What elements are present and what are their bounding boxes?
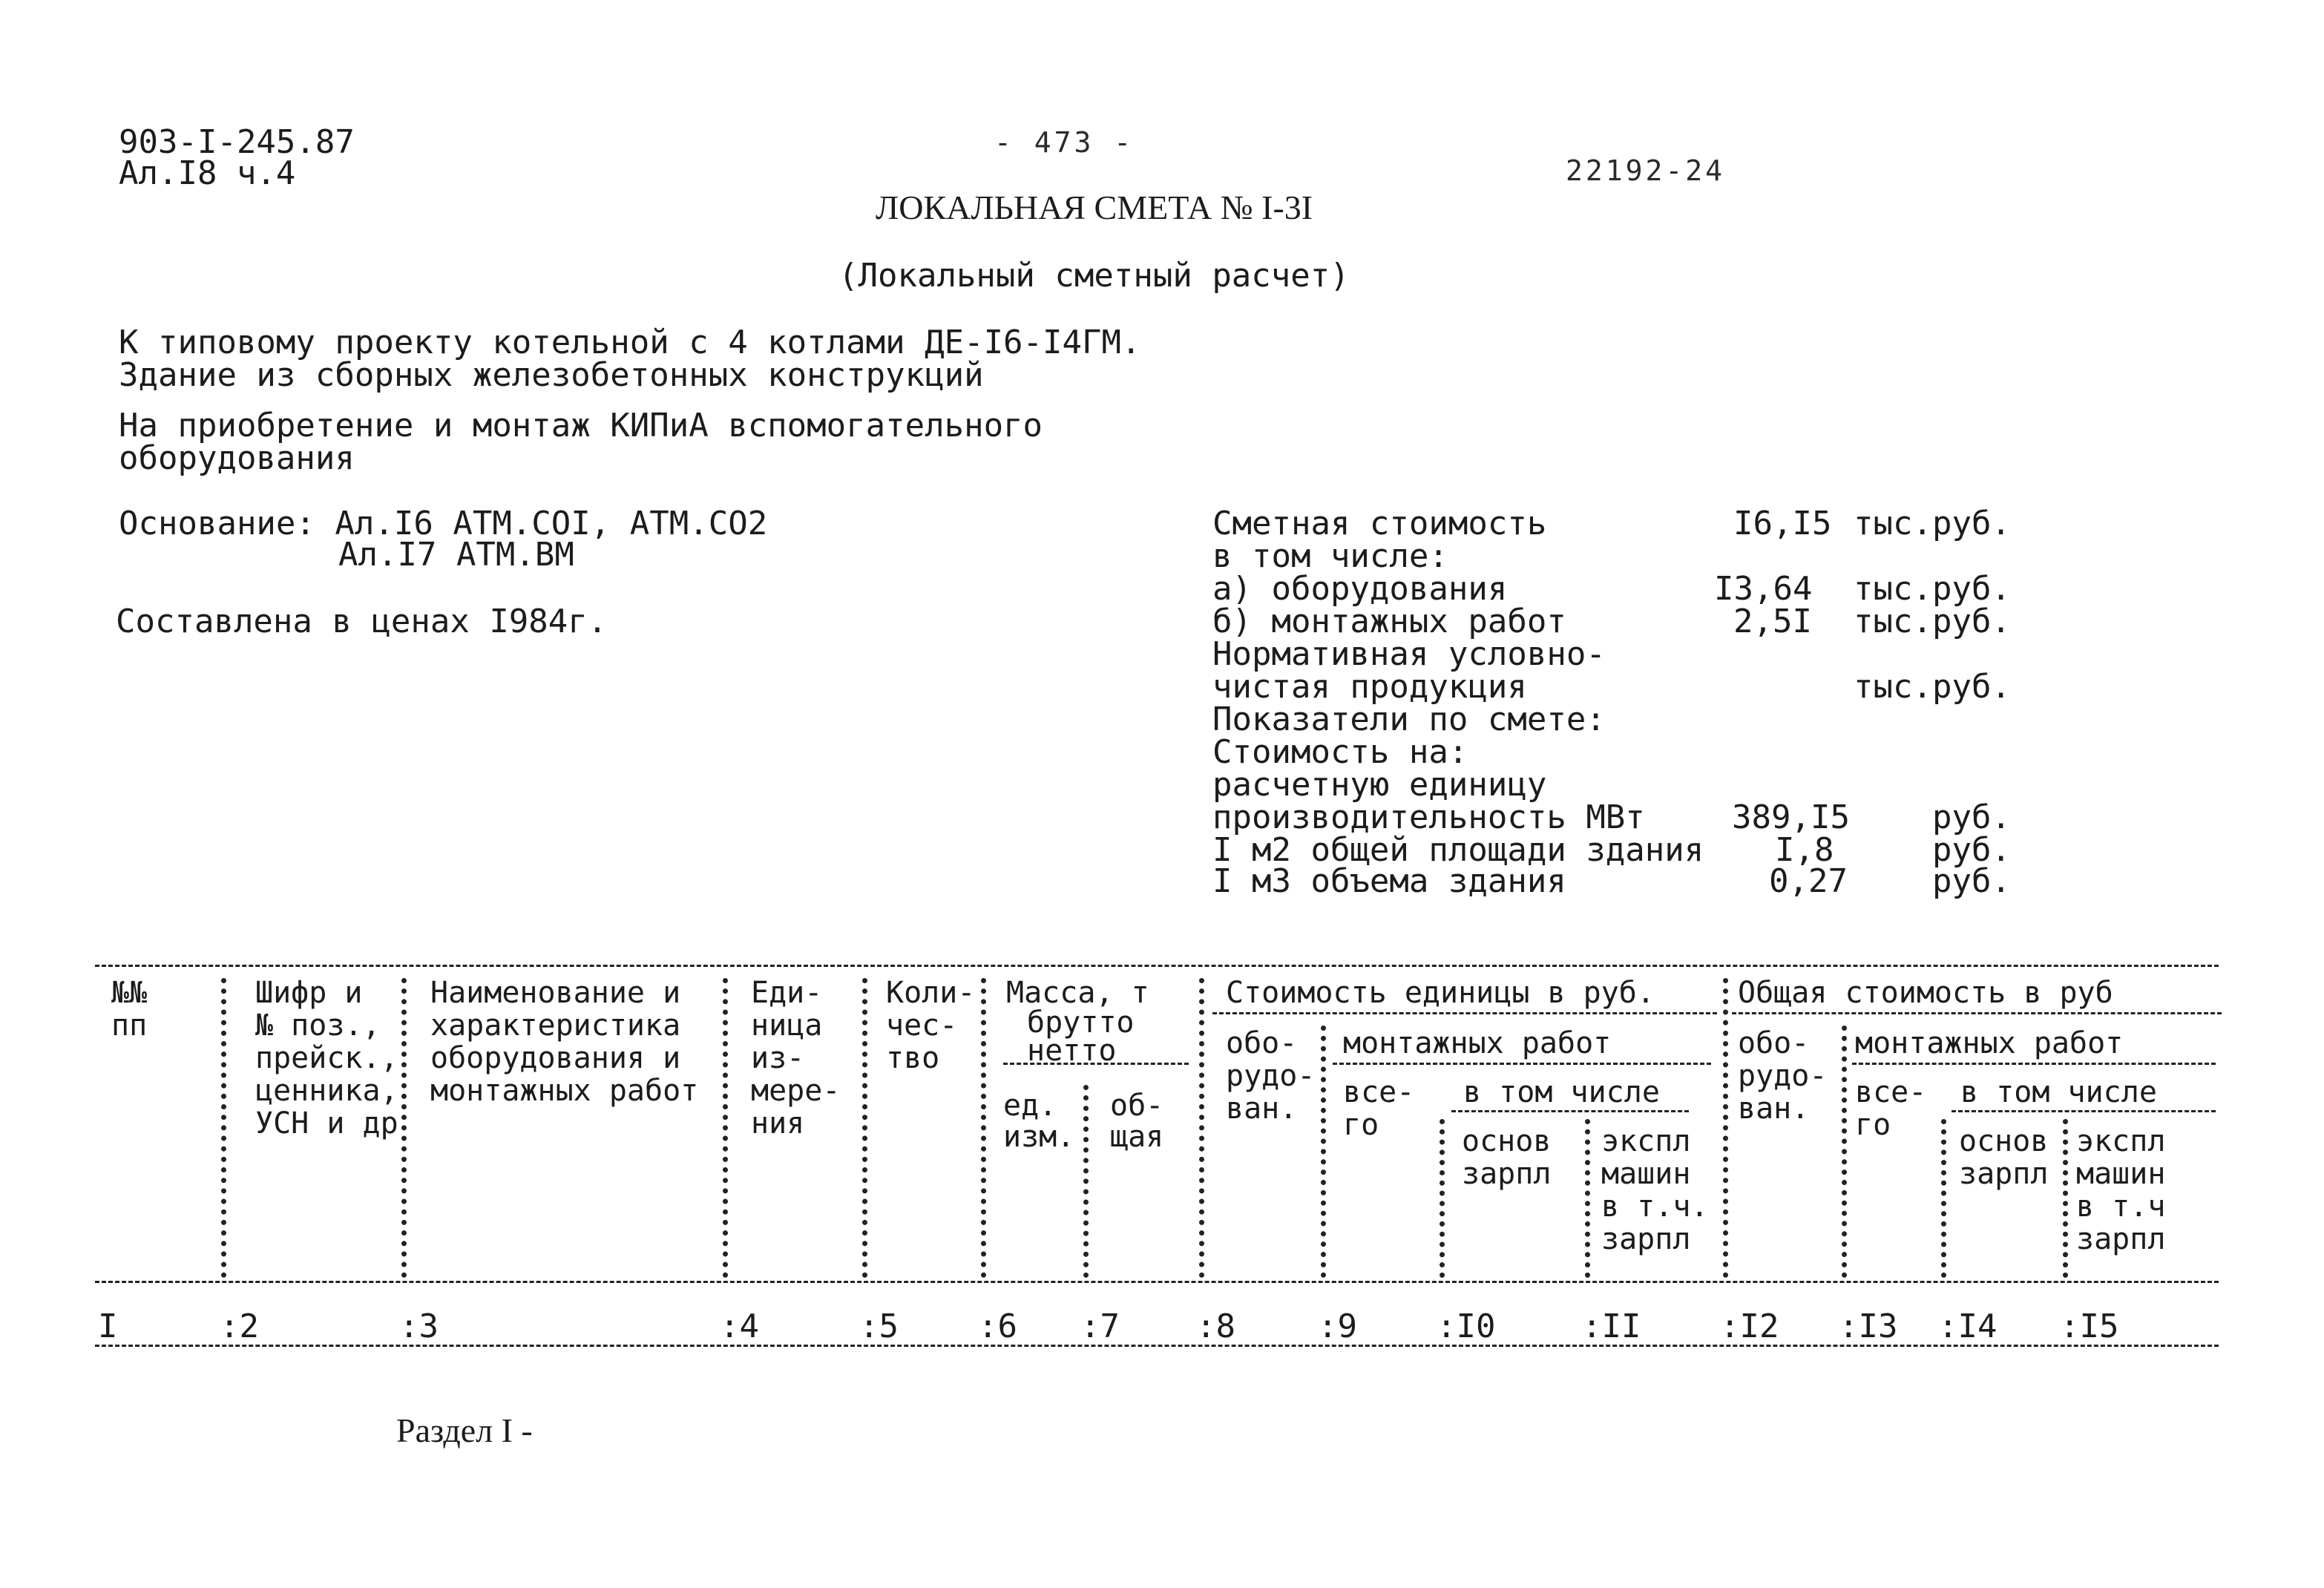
summary-label: I м3 объема здания — [1212, 862, 1566, 900]
column-separator — [1199, 978, 1204, 1278]
purpose-line-1: На приобретение и монтаж КИПиА вспомогательного — [119, 407, 1043, 444]
column-number: :II — [1582, 1308, 1641, 1345]
price-basis: Составлена в ценах I984г. — [116, 603, 608, 640]
col-header-total-2: го — [1855, 1108, 1891, 1142]
col-header-machines-2: зарпл — [2076, 1222, 2166, 1256]
col-header-unit: ния — [751, 1106, 805, 1141]
column-number: :I5 — [2060, 1308, 2119, 1345]
column-number: :7 — [1080, 1308, 1120, 1345]
column-separator — [1723, 978, 1728, 1278]
column-number: :3 — [399, 1308, 439, 1345]
col-header-unit: из- — [751, 1041, 805, 1075]
col-header-quantity: чес- — [886, 1008, 958, 1043]
summary-unit: руб. — [1932, 831, 2011, 869]
summary-unit: тыс.руб. — [1854, 603, 2011, 640]
doc-code: 903-I-245.87 — [119, 123, 355, 161]
incl-underline-2 — [1952, 1110, 2216, 1112]
col-header-machines: зарпл — [1601, 1222, 1691, 1256]
column-separator — [1842, 1026, 1847, 1278]
summary-label: расчетную единицу — [1212, 766, 1547, 804]
col-header-mass-unit: изм. — [1003, 1120, 1075, 1154]
col-header-mass-unit: ед. — [1003, 1089, 1057, 1123]
summary-label: I м2 общей площади здания — [1212, 831, 1704, 869]
col-header-code: УСН и др — [255, 1106, 398, 1141]
mount-underline — [1333, 1063, 1711, 1065]
col-header-mass-total: об- — [1110, 1089, 1164, 1123]
summary-label: б) монтажных работ — [1212, 603, 1566, 640]
sheet-code: 22192-24 — [1566, 154, 1726, 187]
summary-label: Нормативная условно- — [1212, 635, 1606, 673]
col-header-code: Шифр и — [255, 976, 363, 1010]
summary-unit: руб. — [1932, 862, 2011, 900]
col-header-including-2: в том числе — [1960, 1075, 2157, 1109]
col-header-machines-2: экспл — [2076, 1124, 2166, 1158]
column-separator — [723, 978, 728, 1278]
summary-value: 0,27 — [1769, 862, 1848, 900]
basis-line-2: Ал.I7 АТМ.ВМ — [338, 536, 574, 574]
summary-label: Сметная стоимость — [1212, 505, 1547, 542]
col-header-code: ценника, — [255, 1074, 398, 1108]
col-header-mass: Масса, т — [1006, 976, 1149, 1010]
summary-label: производительность МВт — [1212, 798, 1645, 836]
col-header-equipment-2: обо- — [1738, 1026, 1810, 1060]
summary-label: чистая продукция — [1212, 668, 1527, 706]
column-separator — [1083, 1085, 1089, 1278]
summary-value: I,8 — [1775, 831, 1834, 869]
col-header-machines: машин — [1601, 1157, 1691, 1191]
column-number: :I3 — [1839, 1308, 1898, 1345]
album-ref: Ал.I8 ч.4 — [119, 154, 296, 192]
column-separator — [221, 978, 226, 1278]
col-header-wage-2: зарпл — [1959, 1157, 2049, 1191]
page-subtitle: (Локальный сметный расчет) — [838, 257, 1350, 295]
page-number: - 473 - — [994, 126, 1135, 159]
column-number: I — [98, 1308, 118, 1345]
col-header-quantity: Коли- — [886, 976, 976, 1010]
column-separator — [1585, 1119, 1590, 1278]
column-number: :2 — [220, 1308, 259, 1345]
header-bottom-rule — [95, 1281, 2219, 1283]
col-header-name: Наименование и — [430, 976, 681, 1010]
col-header-machines-2: машин — [2076, 1157, 2166, 1191]
col-header-wage-2: основ — [1959, 1124, 2049, 1158]
project-line-2: Здание из сборных железобетонных конструкций — [119, 356, 984, 394]
col-header-total-2: все- — [1855, 1075, 1927, 1109]
total-cost-underline — [1732, 1012, 2222, 1014]
col-header-machines: в т.ч. — [1601, 1190, 1709, 1224]
col-header-name: характеристика — [430, 1008, 681, 1043]
purpose-line-2: оборудования — [119, 439, 355, 477]
col-header-name: оборудования и — [430, 1041, 681, 1075]
column-number: :I4 — [1938, 1308, 1998, 1345]
col-header-wage: зарпл — [1462, 1157, 1552, 1191]
col-header-unit: Еди- — [751, 976, 823, 1010]
column-number: :I0 — [1437, 1308, 1496, 1345]
column-separator — [401, 978, 407, 1278]
col-header-unit: мере- — [751, 1074, 841, 1108]
col-header-equipment: обо- — [1226, 1026, 1298, 1060]
column-separator — [981, 978, 986, 1278]
column-number: :8 — [1196, 1308, 1235, 1345]
project-line-1: К типовому проекту котельной с 4 котлами ДЕ-I6-I4ГМ. — [119, 324, 1141, 361]
column-number: :5 — [859, 1308, 899, 1345]
col-header-quantity: тво — [886, 1041, 940, 1075]
summary-unit: руб. — [1932, 798, 2011, 836]
col-header-equipment: ван. — [1226, 1092, 1298, 1126]
col-header-machines: экспл — [1601, 1124, 1691, 1158]
column-number: :9 — [1318, 1308, 1357, 1345]
summary-label: в том числе: — [1212, 537, 1448, 575]
col-header-equipment-2: ван. — [1738, 1092, 1810, 1126]
column-number: :6 — [978, 1308, 1017, 1345]
col-header-code: № поз., — [255, 1008, 381, 1043]
col-header-number: пп — [111, 1008, 148, 1043]
col-header-total: все- — [1343, 1075, 1415, 1109]
col-header-total: го — [1343, 1108, 1379, 1142]
column-separator — [1321, 1026, 1326, 1278]
incl-underline — [1451, 1110, 1689, 1112]
col-header-wage: основ — [1462, 1124, 1552, 1158]
column-separator — [862, 978, 867, 1278]
column-separator — [2063, 1119, 2068, 1278]
column-separator — [1941, 1119, 1946, 1278]
summary-value: I6,I5 — [1733, 505, 1832, 542]
col-header-mass: нетто — [1027, 1034, 1117, 1068]
summary-unit: тыс.руб. — [1854, 668, 2011, 706]
summary-unit: тыс.руб. — [1854, 570, 2011, 608]
column-number: :I2 — [1720, 1308, 1779, 1345]
col-header-name: монтажных работ — [430, 1074, 699, 1108]
column-number: :4 — [720, 1308, 759, 1345]
summary-unit: тыс.руб. — [1854, 505, 2011, 542]
summary-label: Стоимость на: — [1212, 733, 1468, 771]
page-title: ЛОКАЛЬНАЯ СМЕТА № I-3I — [876, 188, 1313, 226]
summary-value: 389,I5 — [1732, 798, 1850, 836]
summary-label: Показатели по смете: — [1212, 701, 1606, 738]
column-separator — [1440, 1119, 1445, 1278]
summary-value: 2,5I — [1733, 603, 1812, 640]
col-header-equipment-2: рудо- — [1738, 1059, 1828, 1093]
col-header-number: №№ — [111, 976, 148, 1010]
col-header-machines-2: в т.ч — [2076, 1190, 2166, 1224]
col-header-mount-works: монтажных работ — [1343, 1026, 1612, 1060]
col-header-including: в том числе — [1463, 1075, 1660, 1109]
col-header-mass: брутто — [1027, 1005, 1135, 1040]
table-top-rule — [95, 965, 2219, 967]
col-header-equipment: рудо- — [1226, 1059, 1316, 1093]
mount-underline-2 — [1852, 1063, 2216, 1065]
col-header-mount-works-2: монтажных работ — [1855, 1026, 2124, 1060]
summary-label: а) оборудования — [1212, 570, 1508, 608]
basis-line-1: Основание: Ал.I6 АТМ.СОI, АТМ.СО2 — [119, 505, 768, 542]
col-header-unit-cost: Стоимость единицы в руб. — [1226, 976, 1655, 1010]
unit-cost-underline — [1212, 1012, 1717, 1014]
col-header-code: прейск., — [255, 1041, 398, 1075]
col-header-total-cost: Общая стоимость в руб — [1738, 976, 2113, 1010]
summary-value: I3,64 — [1714, 570, 1813, 608]
col-header-mass-total: щая — [1110, 1120, 1164, 1154]
col-header-unit: ница — [751, 1008, 823, 1043]
section-heading: Раздел I - — [396, 1411, 533, 1449]
